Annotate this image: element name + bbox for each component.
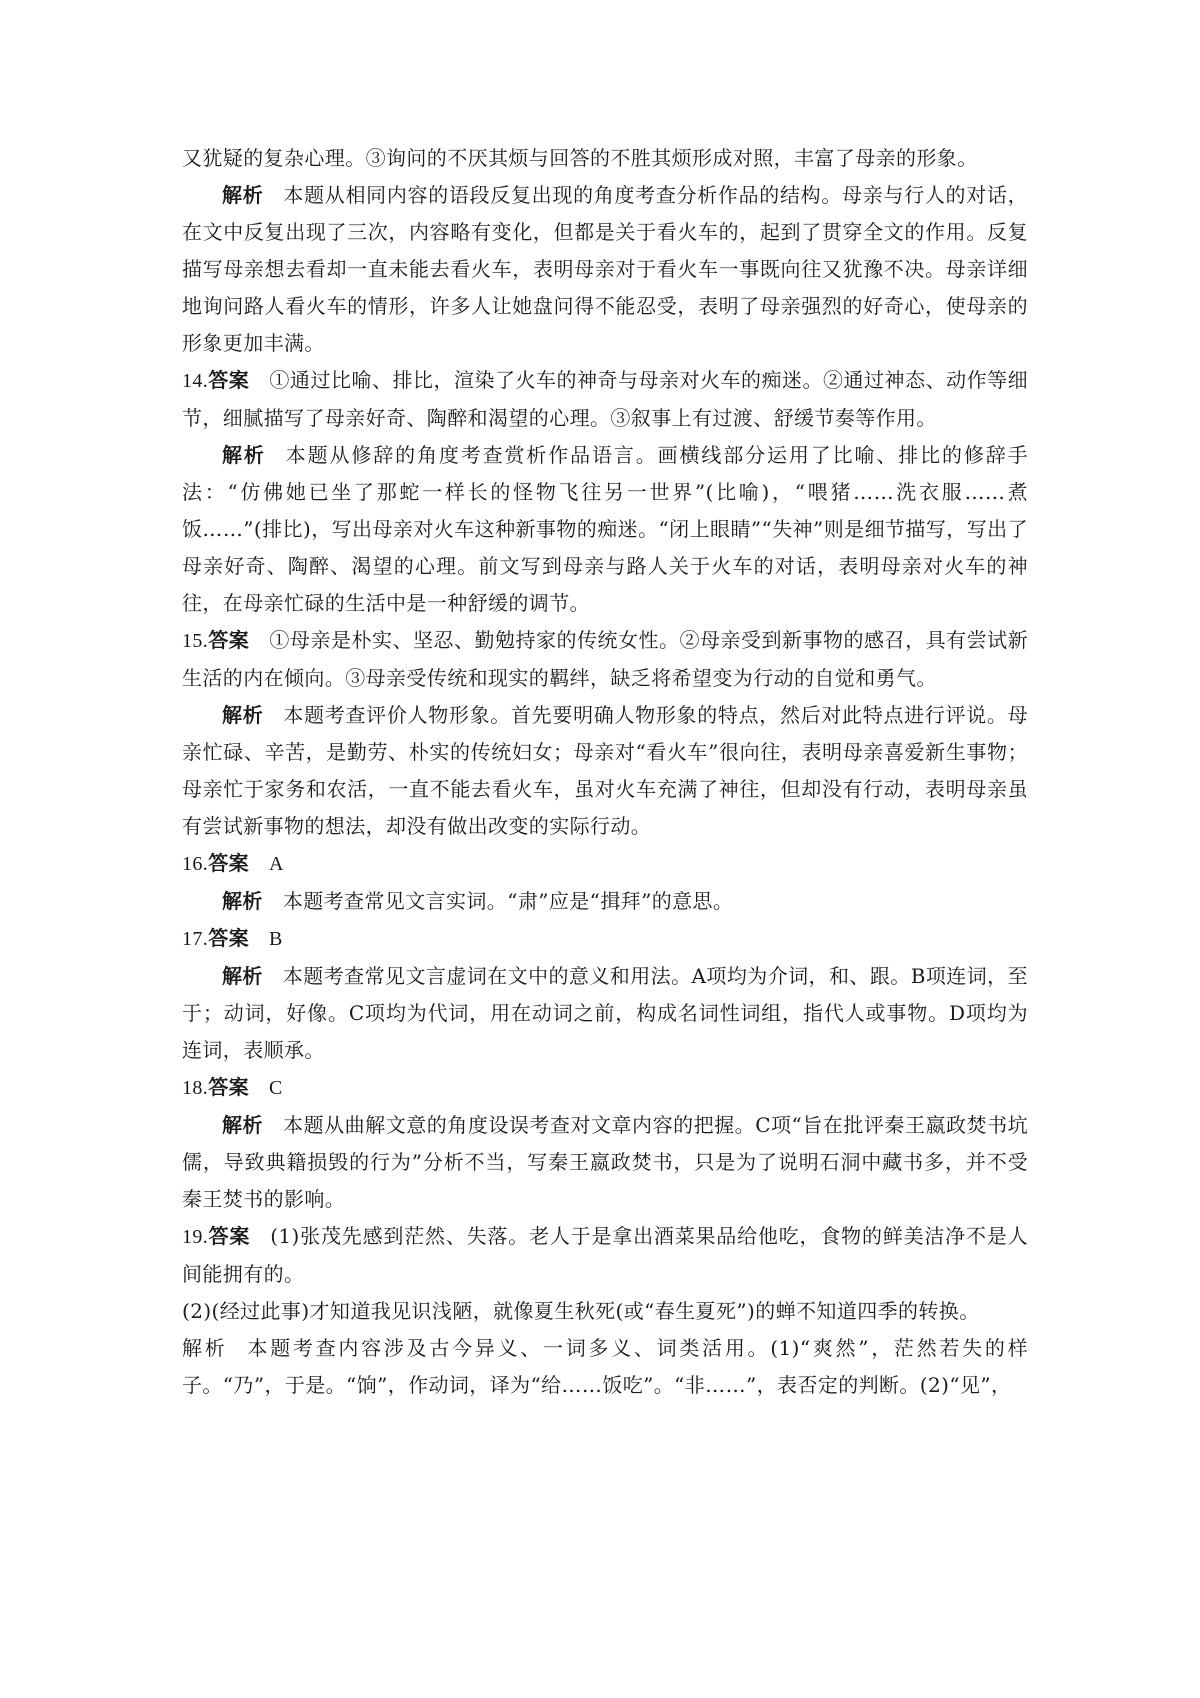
q17-answer-text: B — [269, 928, 283, 950]
question-number: 15. — [182, 630, 209, 652]
q18-answer-text: C — [269, 1077, 283, 1099]
answer-label: 答案 — [208, 628, 250, 652]
intro-paragraph: 又犹疑的复杂心理。③询问的不厌其烦与回答的不胜其烦形成对照，丰富了母亲的形象。 — [182, 146, 978, 170]
q14-answer-text: ①通过比喻、排比，渲染了火车的神奇与母亲对火车的痴迷。②通过神态、动作等细节，细腻描写了母亲好奇、陶醉和渴望的心理。③叙事上有过渡、舒缓节奏等作用。 — [182, 368, 1028, 430]
q19-analysis-text: 本题考查内容涉及古今异义、一词多义、词类活用。(1)“爽然”，茫然若失的样子。“乃”，于是。“饷”，作动词，译为“给……饭吃”。“非……”，表否定的判断。(2)“见”， — [182, 1336, 1028, 1397]
analysis-label: 解析 — [222, 889, 263, 913]
q14-analysis-text: 本题从修辞的角度考查赏析作品语言。画横线部分运用了比喻、排比的修辞手法：“仿佛她已坐了那蛇一样长的怪物飞往另一世界”(比喻)，“喂猪……洗衣服……煮饭……”(排比)，写出母亲对火车这种新事物的痴迷。“闭上眼睛”“失神”则是细节描写，写出了母亲好奇、陶醉、渴望的心理。前文写到母亲与路人关于火车的对话，表明母亲对火车的神往，在母亲忙碌的生活中是一种舒缓的调节。 — [182, 443, 1028, 615]
analysis-label: 解析 — [222, 964, 263, 988]
q16-answer-text: A — [269, 853, 284, 875]
q18-analysis-text: 本题从曲解文意的角度设误考查对文章内容的把握。C项“旨在批评秦王嬴政焚书坑儒，导致典籍损毁的行为”分析不当，写秦王嬴政焚书，只是为了说明石洞中藏书多，并不受秦王焚书的影响。 — [182, 1113, 1028, 1211]
q19-analysis — [182, 1330, 1028, 1404]
q15-answer-text: ①母亲是朴实、坚忍、勤勉持家的传统女性。②母亲受到新事物的感召，具有尝试新生活的内在倾向。③母亲受传统和现实的羁绊，缺乏将希望变为行动的自觉和勇气。 — [182, 628, 1028, 690]
q15-analysis-text: 本题考查评价人物形象。首先要明确人物形象的特点，然后对此特点进行评说。母亲忙碌、辛苦，是勤劳、朴实的传统妇女；母亲对“看火车”很向往，表明母亲喜爱新生事物；母亲忙于家务和农活，一直不能去看火车，虽对火车充满了神往，但却没有行动，表明母亲虽有尝试新事物的想法，却没有做出改变的实际行动。 — [182, 703, 1028, 838]
analysis-label: 解析 — [222, 183, 264, 207]
q13-analysis-text: 本题从相同内容的语段反复出现的角度考查分析作品的结构。母亲与行人的对话，在文中反复出现了三次，内容略有变化，但都是关于看火车的，起到了贯穿全文的作用。反复描写母亲想去看却一直未能去看火车，表明母亲对于看火车一事既向往又犹豫不决。母亲详细地询问路人看火车的情形，许多人让她盘问得不能忍受，表明了母亲强烈的好奇心，使母亲的形象更加丰满。 — [182, 183, 1028, 355]
question-number: 16. — [182, 853, 209, 875]
q16-answer — [182, 845, 1028, 883]
q18-analysis — [182, 1107, 1028, 1218]
q19-answer — [182, 1218, 1028, 1293]
question-number: 17. — [182, 928, 209, 950]
answer-label: 答案 — [208, 368, 250, 392]
analysis-label: 解析 — [222, 703, 264, 727]
q16-analysis-text: 本题考查常见文言实词。“肃”应是“揖拜”的意思。 — [282, 889, 734, 913]
q14-analysis — [182, 437, 1028, 622]
answer-label: 答案 — [208, 926, 250, 950]
q17-analysis — [182, 958, 1028, 1069]
q15-answer — [182, 622, 1028, 697]
q17-analysis-text: 本题考查常见文言虚词在文中的意义和用法。A项均为介词，和、跟。B项连词，至于；动词，好像。C项均为代词，用在动词之前，构成名词性词组，指代人或事物。D项均为连词，表顺承。 — [182, 964, 1028, 1062]
question-number: 14. — [182, 370, 209, 392]
analysis-label: 解析 — [222, 443, 266, 467]
answer-label: 答案 — [208, 851, 250, 875]
answer-label: 答案 — [208, 1075, 250, 1099]
answer-label: 答案 — [208, 1224, 251, 1248]
q19-answer-part2: (2)(经过此事)才知道我见识浅陋，就像夏生秋死(或“春生夏死”)的蝉不知道四季的转换。 — [182, 1299, 980, 1323]
q17-answer — [182, 920, 1028, 958]
q16-analysis — [182, 883, 1028, 920]
q15-analysis — [182, 697, 1028, 845]
q14-answer — [182, 362, 1028, 437]
question-number: 19. — [182, 1226, 209, 1248]
q18-answer — [182, 1069, 1028, 1107]
q19-answer-text: (1)张茂先感到茫然、失落。老人于是拿出酒菜果品给他吃，食物的鲜美洁净不是人间能拥有的。 — [182, 1224, 1028, 1286]
q13-analysis — [182, 177, 1028, 362]
analysis-label: 解析 — [222, 1113, 264, 1137]
question-number: 18. — [182, 1077, 209, 1099]
analysis-label: 解析 — [182, 1336, 228, 1360]
document-page — [182, 140, 1028, 1404]
